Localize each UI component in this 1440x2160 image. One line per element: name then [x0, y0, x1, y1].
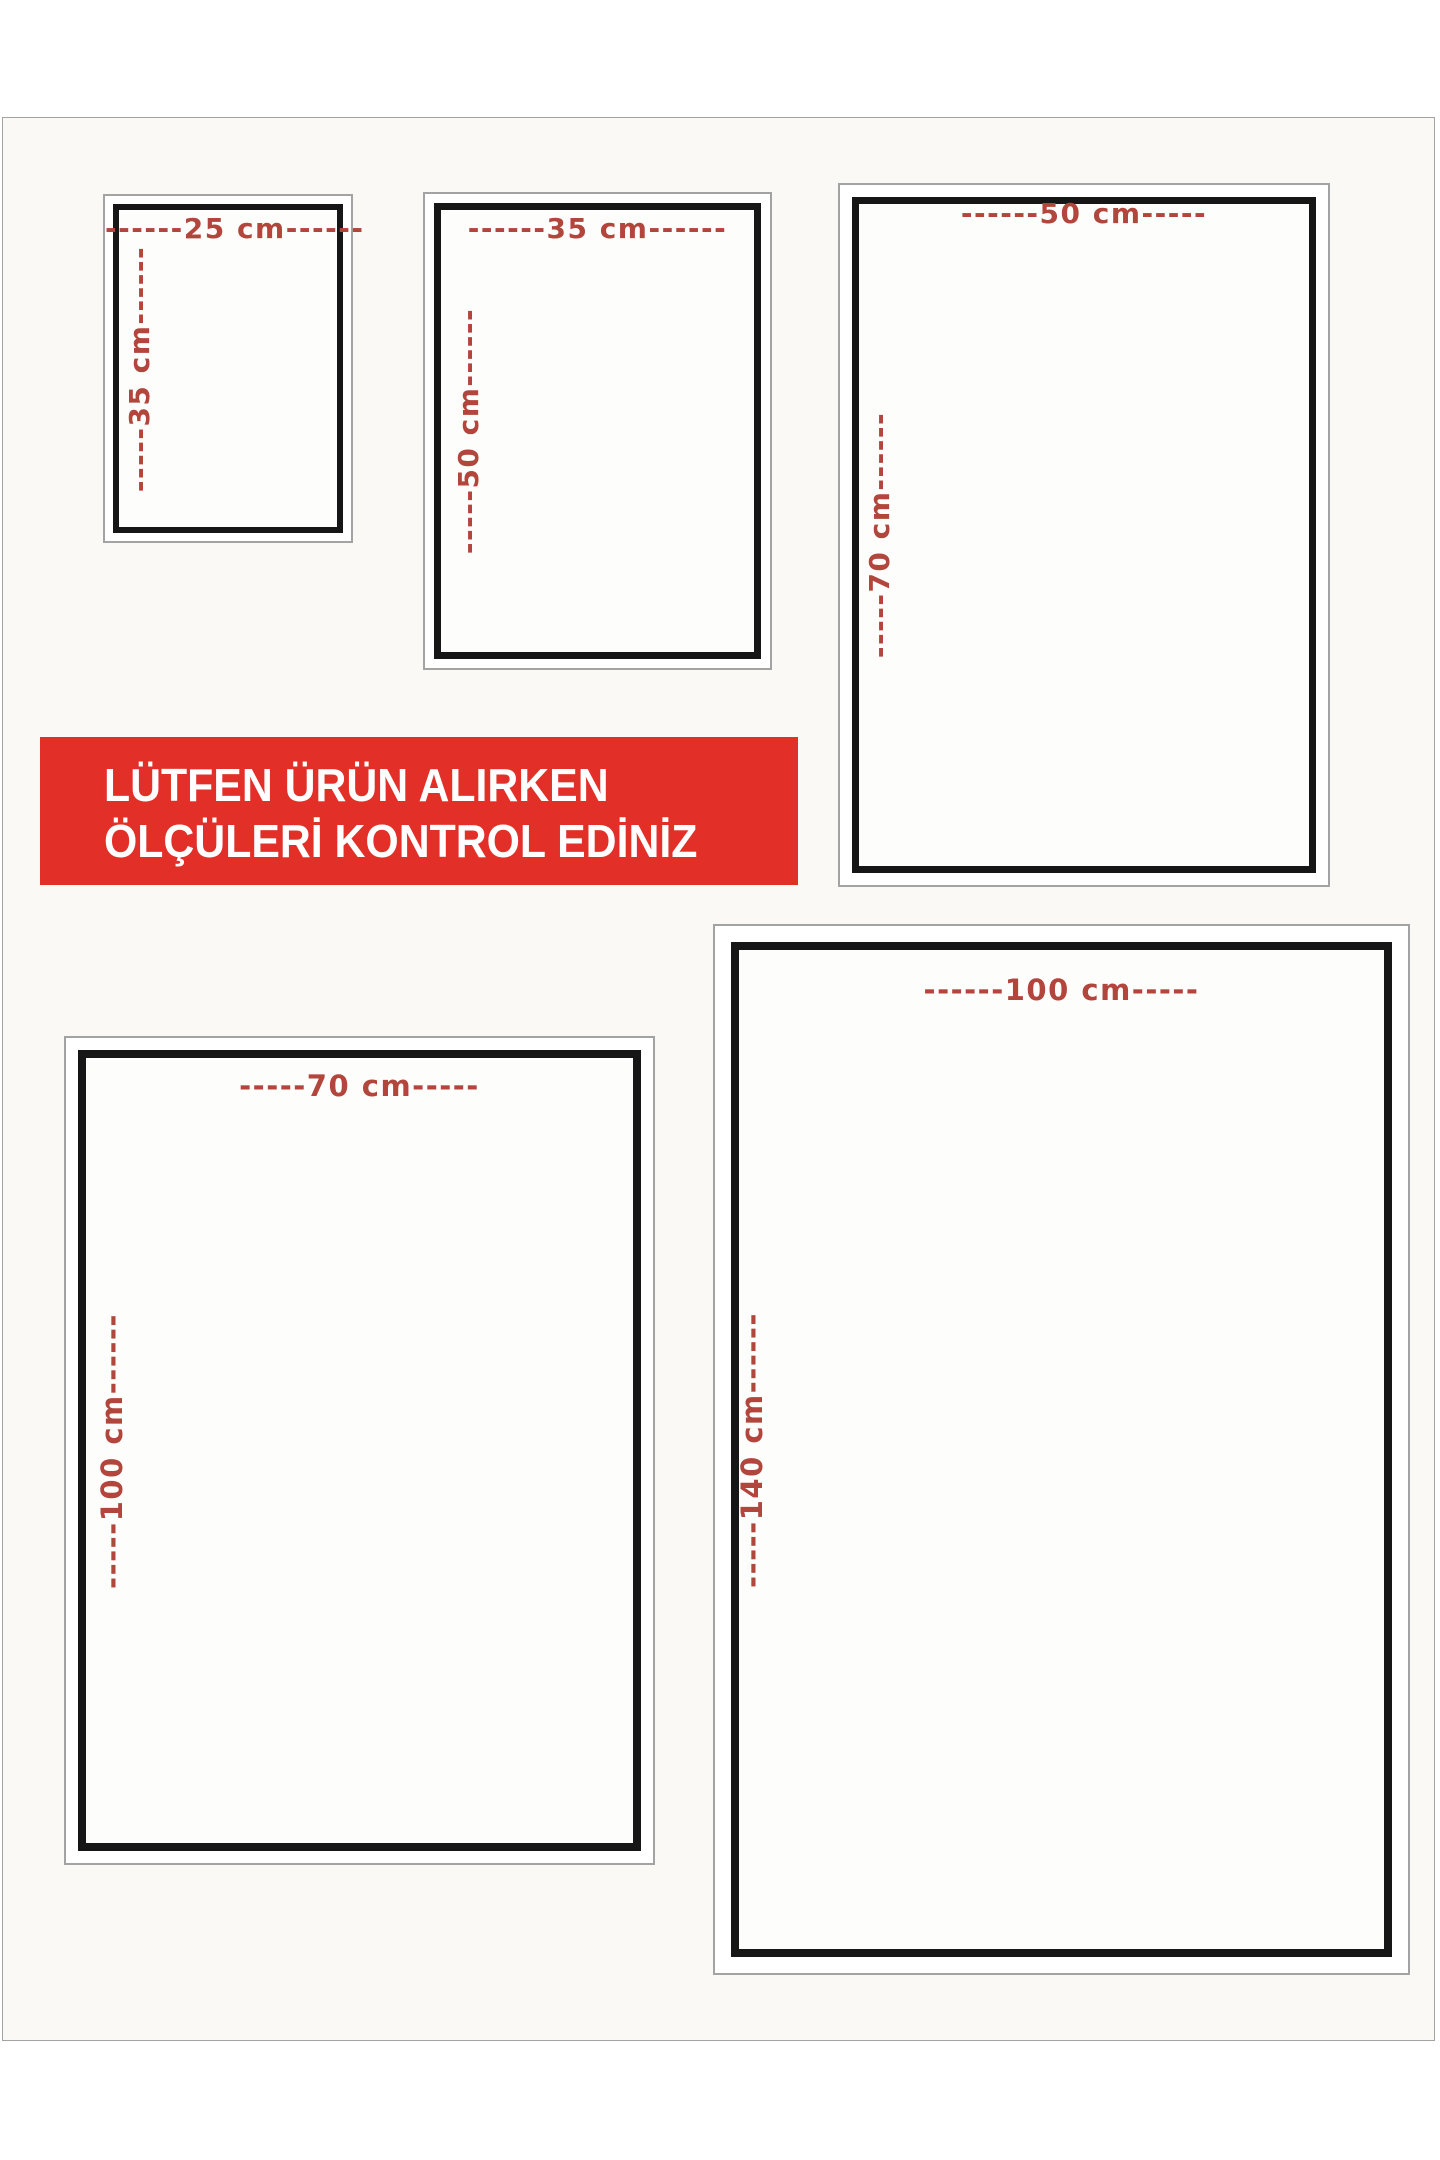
height-label: -----35 cm------ [123, 245, 156, 492]
height-label: -----50 cm------ [452, 307, 485, 555]
width-label: ------25 cm------ [105, 212, 365, 245]
warning-line-2: ÖLÇÜLERİ KONTROL EDİNİZ [104, 815, 698, 867]
inner-frame [731, 942, 1392, 1957]
width-label: ------35 cm------ [467, 212, 728, 245]
size-box-35x50 [423, 192, 772, 670]
height-label: -----100 cm------ [95, 1312, 129, 1589]
height-label: -----70 cm------ [863, 411, 896, 659]
inner-frame [852, 197, 1316, 873]
size-box-50x70 [838, 183, 1330, 887]
width-label: ------100 cm----- [923, 973, 1200, 1007]
width-label: ------50 cm----- [960, 197, 1208, 230]
size-box-70x100 [64, 1036, 655, 1865]
size-box-25x35 [103, 194, 365, 543]
height-label: -----140 cm------ [735, 1311, 769, 1588]
size-box-100x140 [713, 924, 1410, 1975]
inner-frame [78, 1050, 641, 1851]
warning-line-1: LÜTFEN ÜRÜN ALIRKEN [104, 759, 609, 811]
width-label: -----70 cm----- [239, 1069, 480, 1103]
warning-banner [40, 737, 798, 885]
